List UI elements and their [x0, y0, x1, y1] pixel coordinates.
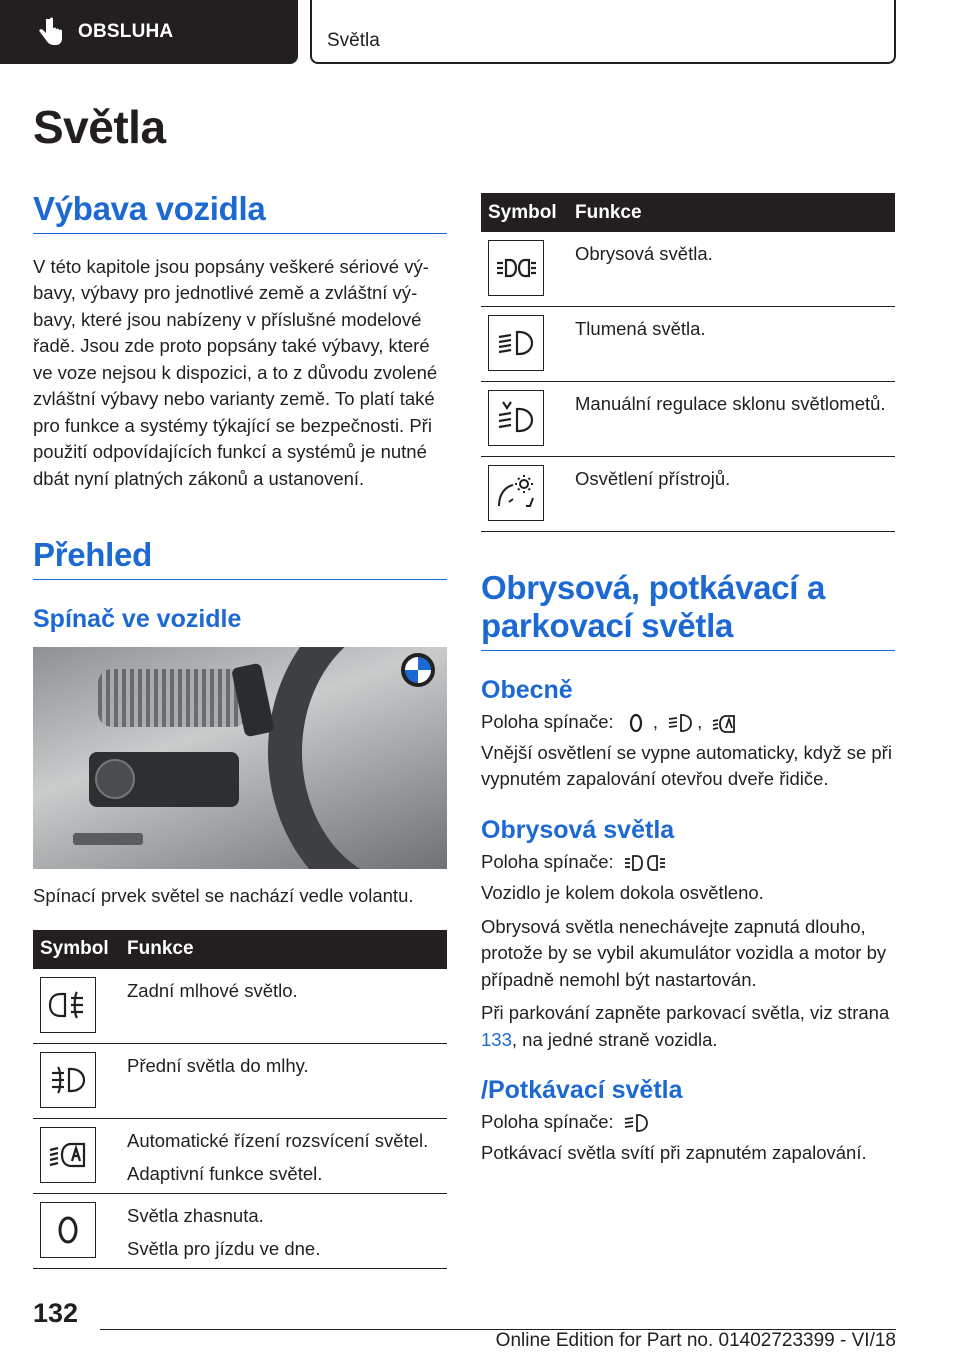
low-beam-icon — [623, 1110, 649, 1136]
general-switch-line: Poloha spínače: , , — [481, 709, 895, 736]
switch-position-label: Poloha spínače: — [481, 850, 614, 872]
front-fog-light-icon — [47, 1059, 89, 1101]
overview-heading: Přehled — [33, 536, 447, 580]
light-switch-photo — [33, 647, 447, 869]
section-label: OBSLUHA — [78, 21, 174, 42]
table-row — [481, 382, 895, 457]
parking-text-3: Při parkování zapněte parkovací světla, viz strana 133, na jedné straně vozidla. — [481, 1002, 890, 1050]
edition-text: Online Edition for Part no. 01402723399 - VI/18 — [495, 1330, 896, 1351]
page-number: 132 — [33, 1298, 79, 1328]
low-beam-icon — [667, 710, 693, 736]
row-text: Zadní mlhové světlo. — [127, 979, 298, 1001]
table-row — [33, 1193, 447, 1268]
parking-light-icon — [623, 850, 667, 876]
parking-light-icon — [495, 247, 537, 289]
table-header-function: Funkce — [575, 193, 895, 232]
row-text: Přední světla do mlhy. — [127, 1054, 309, 1076]
general-heading: Obecně — [481, 675, 573, 704]
left-column — [33, 190, 447, 1269]
section-tab — [0, 0, 298, 64]
row-text: Osvětlení přístrojů. — [575, 468, 731, 489]
table-header-function: Funkce — [127, 930, 447, 969]
chapter-label: Světla — [310, 0, 896, 64]
row-text: Adaptivní funkce světel. — [127, 1163, 323, 1185]
equipment-text: V této kapitole jsou popsány veškeré sériové výbavy, výbavy pro jednotlivé země a zvláštní výbavy, které jsou nabízeny v příslušné modelové řadě. Jsou zde proto popsány také výbavy, které ve voze nejsou k dispozici, a to z důvodu zvolené zvláštní výbavy nebo varianty země. To platí také pro funkce a systémy týkající se bezpečnosti. Při použití odpovídajících funkcí a systémů je nutné dbát nyní platných zákonů a ustanovení. — [33, 255, 438, 489]
row-text: Automatické řízení rozsvícení světel. — [127, 1129, 429, 1151]
switch-heading: Spínač ve vozidle — [33, 605, 242, 634]
automatic-headlight-icon — [47, 1134, 89, 1176]
row-text: Světla pro jízdu ve dne. — [127, 1238, 321, 1260]
page-title: Světla — [33, 101, 166, 153]
table-row — [481, 457, 895, 532]
right-column — [481, 193, 895, 1167]
lights-section-heading: Obrysová, potkávací a parkovací světla — [481, 569, 895, 651]
switch-position-label: Poloha spínače: — [481, 710, 614, 732]
table-row — [481, 232, 895, 307]
general-text: Vnější osvětlení se vypne automaticky, když se při vypnutém zapalování otevřou dveře řidiče. — [481, 741, 892, 790]
low-beam-icon — [495, 322, 537, 364]
instrument-lighting-icon — [495, 472, 537, 514]
headlight-range-icon — [495, 397, 537, 439]
lowbeam-heading: /Potkávací světla — [481, 1076, 683, 1105]
parking-text-1: Vozidlo je kolem dokola osvětleno. — [481, 882, 764, 904]
page-link[interactable]: 133 — [481, 1028, 512, 1050]
symbol-table-left — [33, 930, 447, 1269]
row-text: Světla zhasnuta. — [127, 1204, 264, 1226]
table-row — [33, 1118, 447, 1193]
lowbeam-switch-line — [481, 1109, 895, 1136]
image-caption: Spínací prvek světel se nachází vedle volantu. — [33, 885, 414, 907]
switch-position-label: Poloha spínače: — [481, 1111, 614, 1133]
table-header-symbol: Symbol — [33, 930, 127, 969]
table-header-symbol: Symbol — [481, 193, 575, 232]
lowbeam-text: Potkávací světla svítí při zapnutém zapalování. — [481, 1142, 867, 1164]
automatic-headlight-icon — [711, 710, 737, 736]
row-text: Obrysová světla. — [575, 243, 713, 264]
row-text: Tlumená světla. — [575, 318, 706, 339]
parking-heading: Obrysová světla — [481, 815, 675, 844]
hand-pointer-icon — [36, 17, 64, 47]
table-row — [33, 1043, 447, 1118]
equipment-heading: Výbava vozidla — [33, 190, 447, 234]
table-row — [33, 969, 447, 1044]
table-row — [481, 307, 895, 382]
parking-switch-line — [481, 849, 895, 876]
lights-off-icon — [623, 710, 649, 736]
symbol-table-right — [481, 193, 895, 532]
parking-text-2: Obrysová světla nenechávejte zapnutá dlouho, protože by se vybil akumulátor vozidla a motor by případně nemohl být nastartován. — [481, 915, 887, 990]
lights-off-icon — [47, 1209, 89, 1251]
rear-fog-light-icon — [47, 984, 89, 1026]
row-text: Manuální regulace sklonu světlometů. — [575, 393, 886, 414]
